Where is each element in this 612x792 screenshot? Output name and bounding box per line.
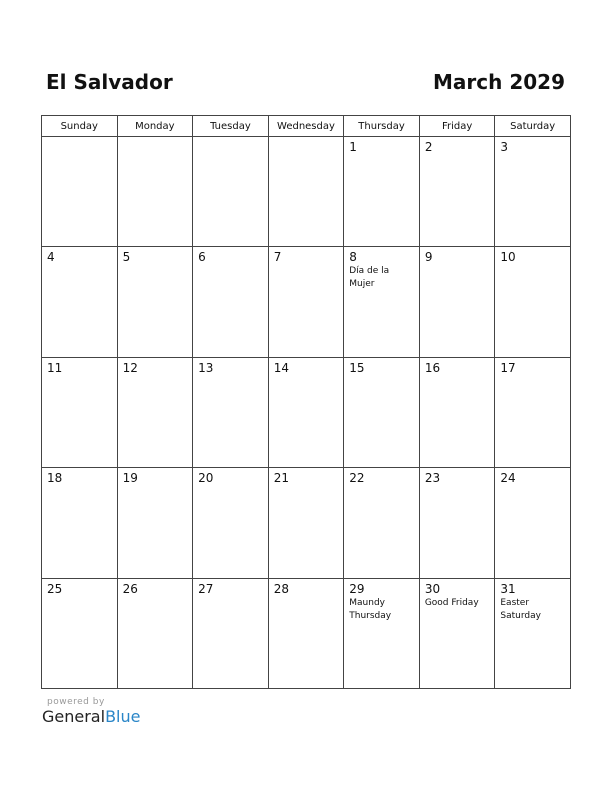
day-number bbox=[269, 137, 344, 140]
day-cell bbox=[495, 247, 571, 357]
day-number: 30 bbox=[424, 581, 441, 596]
weekday-header: Monday bbox=[117, 116, 193, 137]
day-number: 14 bbox=[273, 360, 289, 375]
day-cell bbox=[419, 578, 495, 688]
week-row bbox=[42, 357, 571, 467]
day-number: 4 bbox=[47, 250, 55, 265]
day-cell bbox=[193, 137, 269, 247]
day-cell bbox=[42, 357, 118, 467]
day-cell bbox=[268, 137, 344, 247]
day-cell bbox=[42, 578, 118, 688]
week-row bbox=[42, 247, 571, 357]
day-number: 31 bbox=[500, 581, 516, 596]
day-cell bbox=[344, 357, 420, 467]
week-row bbox=[42, 578, 571, 688]
day-cell bbox=[42, 468, 118, 578]
day-cell bbox=[193, 468, 269, 578]
day-number bbox=[42, 137, 117, 140]
day-number bbox=[193, 137, 268, 140]
day-number: 21 bbox=[273, 471, 289, 486]
day-number: 11 bbox=[47, 360, 63, 375]
footer-branding bbox=[42, 697, 140, 727]
day-number: 29 bbox=[349, 581, 365, 596]
weekday-header: Thursday bbox=[344, 116, 420, 137]
powered-by-text: powered by bbox=[47, 697, 105, 707]
day-number: 20 bbox=[198, 471, 214, 486]
day-cell bbox=[117, 137, 193, 247]
day-number: 27 bbox=[198, 581, 214, 596]
week-row bbox=[42, 468, 571, 578]
day-number: 7 bbox=[273, 250, 282, 265]
generalblue-logo bbox=[42, 707, 140, 727]
day-cell bbox=[268, 578, 344, 688]
day-cell bbox=[344, 137, 420, 247]
day-number: 28 bbox=[273, 581, 289, 596]
brand-general: General bbox=[42, 707, 106, 726]
week-row bbox=[42, 137, 571, 247]
holiday-label: Día de la Mujer bbox=[349, 266, 390, 290]
day-cell bbox=[117, 468, 193, 578]
day-number: 22 bbox=[349, 471, 365, 486]
day-number: 13 bbox=[198, 360, 214, 375]
day-cell bbox=[117, 578, 193, 688]
day-cell bbox=[495, 578, 571, 688]
day-cell bbox=[419, 468, 495, 578]
country-title: El Salvador bbox=[46, 70, 173, 94]
day-cell bbox=[419, 247, 495, 357]
day-cell bbox=[268, 468, 344, 578]
day-number: 25 bbox=[47, 581, 63, 596]
day-cell bbox=[495, 357, 571, 467]
day-number: 15 bbox=[349, 360, 365, 375]
day-cell bbox=[495, 137, 571, 247]
day-cell bbox=[344, 247, 420, 357]
day-number: 8 bbox=[349, 250, 357, 265]
day-number: 16 bbox=[424, 360, 441, 375]
day-number: 26 bbox=[122, 581, 138, 596]
calendar-grid bbox=[41, 115, 571, 689]
day-number: 18 bbox=[47, 471, 63, 486]
calendar-header bbox=[46, 70, 565, 100]
day-cell bbox=[344, 578, 420, 688]
day-number: 2 bbox=[424, 140, 433, 154]
day-cell bbox=[268, 247, 344, 357]
weekday-header: Saturday bbox=[495, 116, 571, 137]
day-number: 1 bbox=[349, 140, 357, 154]
day-cell bbox=[42, 247, 118, 357]
holiday-label: Good Friday bbox=[424, 597, 479, 608]
weekday-header: Tuesday bbox=[193, 116, 269, 137]
weekday-header: Friday bbox=[419, 116, 495, 137]
day-number: 3 bbox=[500, 140, 509, 154]
day-cell bbox=[193, 357, 269, 467]
day-number: 9 bbox=[424, 250, 433, 265]
day-number: 10 bbox=[500, 250, 516, 265]
day-cell bbox=[117, 357, 193, 467]
day-cell bbox=[495, 468, 571, 578]
day-number bbox=[118, 137, 193, 140]
weekday-header-row bbox=[42, 116, 571, 137]
day-number: 12 bbox=[122, 360, 138, 375]
weekday-header: Sunday bbox=[42, 116, 118, 137]
holiday-label: Maundy Thursday bbox=[349, 597, 392, 621]
day-cell bbox=[42, 137, 118, 247]
day-cell bbox=[268, 357, 344, 467]
weekday-header: Wednesday bbox=[268, 116, 344, 137]
day-number: 24 bbox=[500, 471, 516, 486]
day-number: 5 bbox=[122, 250, 131, 265]
day-cell bbox=[419, 137, 495, 247]
holiday-label: Easter Saturday bbox=[500, 597, 541, 621]
month-year-title: March 2029 bbox=[433, 70, 565, 94]
day-number: 6 bbox=[198, 250, 206, 265]
day-cell bbox=[193, 247, 269, 357]
day-number: 23 bbox=[424, 471, 441, 486]
day-cell bbox=[117, 247, 193, 357]
day-cell bbox=[193, 578, 269, 688]
day-cell bbox=[419, 357, 495, 467]
brand-blue: Blue bbox=[105, 707, 141, 726]
day-number: 19 bbox=[122, 471, 138, 486]
day-number: 17 bbox=[500, 360, 516, 375]
day-cell bbox=[344, 468, 420, 578]
